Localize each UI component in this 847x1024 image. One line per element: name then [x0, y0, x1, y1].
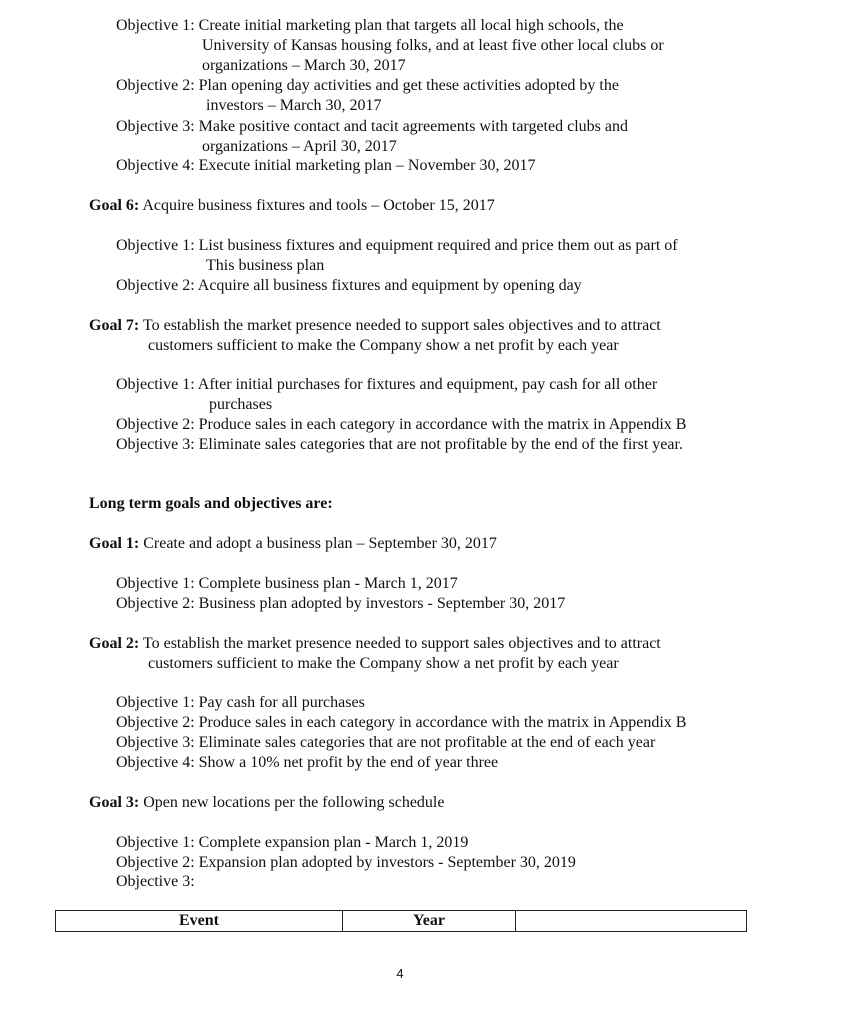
objective-text: Objective 2: Acquire all business fixtures and equipment by opening day	[116, 277, 582, 294]
objective-text: purchases	[209, 396, 273, 413]
goal-text: Create and adopt a business plan – September 30, 2017	[139, 535, 497, 552]
objective-text: Objective 3: Eliminate sales categories that are not profitable by the end of the first year.	[116, 436, 683, 453]
objective-text: Objective 3: Eliminate sales categories that are not profitable at the end of each year	[116, 734, 656, 751]
objective-text: Objective 1: Complete expansion plan - March 1, 2019	[116, 834, 469, 851]
section-heading-text: Long term goals and objectives are:	[89, 495, 333, 512]
objective-text: Objective 2: Expansion plan adopted by investors - September 30, 2019	[116, 854, 576, 871]
objective-text: Objective 1: Create initial marketing plan that targets all local high schools, the	[116, 17, 624, 34]
goal-label: Goal 3:	[89, 794, 140, 811]
goal-text: Acquire business fixtures and tools – October 15, 2017	[139, 197, 495, 214]
objective-text: University of Kansas housing folks, and at least five other local clubs or	[202, 37, 664, 54]
objective-text: Objective 1: List business fixtures and equipment required and price them out as part of	[116, 237, 678, 254]
objective-text: This business plan	[206, 257, 325, 274]
page-number: 4	[396, 966, 404, 981]
lt-goal-3	[89, 793, 444, 813]
objective-text: Objective 1: Complete business plan - March 1, 2017	[116, 575, 458, 592]
lt-goal-1	[89, 534, 497, 554]
table-header-cell	[516, 911, 747, 932]
goal-text: Open new locations per the following schedule	[139, 794, 445, 811]
table-header-cell: Event	[56, 911, 343, 932]
objective-text: Objective 4: Show a 10% net profit by the end of year three	[116, 754, 499, 771]
table-header-row	[56, 911, 747, 932]
goal-label: Goal 6:	[89, 197, 140, 214]
goal-6	[89, 196, 495, 216]
goal-text: To establish the market presence needed to support sales objectives and to attract	[139, 317, 661, 334]
goal-text: customers sufficient to make the Company show a net profit by each year	[148, 337, 619, 354]
goal-label: Goal 2:	[89, 635, 140, 652]
objective-text: Objective 3:	[116, 873, 195, 890]
goal-label: Goal 1:	[89, 535, 140, 552]
goal-text: customers sufficient to make the Company show a net profit by each year	[148, 655, 619, 672]
objective-text: Objective 2: Business plan adopted by investors - September 30, 2017	[116, 595, 566, 612]
objective-text: Objective 2: Produce sales in each category in accordance with the matrix in Appendix B	[116, 416, 687, 433]
table-header-cell: Year	[343, 911, 516, 932]
objective-text: Objective 4: Execute initial marketing plan – November 30, 2017	[116, 157, 536, 174]
objective-text: organizations – April 30, 2017	[202, 138, 397, 155]
objective-text: Objective 1: After initial purchases for fixtures and equipment, pay cash for all other	[116, 376, 658, 393]
objective-text: Objective 3: Make positive contact and tacit agreements with targeted clubs and	[116, 118, 628, 135]
section-heading	[89, 494, 333, 514]
goal-text: To establish the market presence needed to support sales objectives and to attract	[139, 635, 661, 652]
objective-text: investors – March 30, 2017	[206, 97, 382, 114]
schedule-table	[55, 910, 747, 932]
lt-goal-2	[89, 634, 661, 654]
objective-text: Objective 2: Produce sales in each category in accordance with the matrix in Appendix B	[116, 714, 687, 731]
objective-text: Objective 1: Pay cash for all purchases	[116, 694, 365, 711]
objective-text: organizations – March 30, 2017	[202, 57, 406, 74]
objective-text: Objective 2: Plan opening day activities and get these activities adopted by the	[116, 77, 619, 94]
goal-label: Goal 7:	[89, 317, 140, 334]
goal-7	[89, 316, 661, 336]
